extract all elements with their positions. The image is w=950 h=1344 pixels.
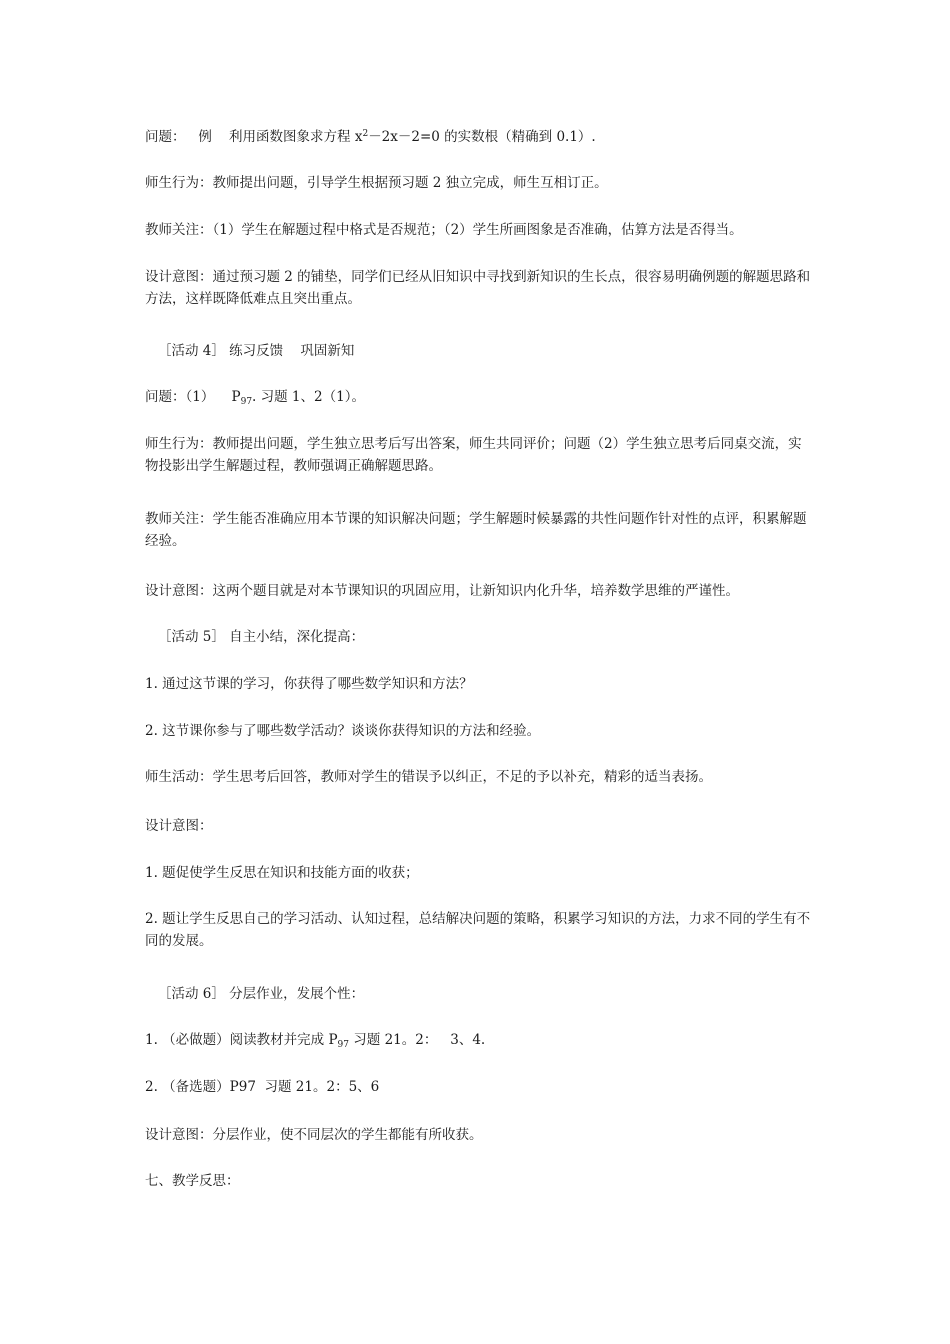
superscript-2: 2 — [362, 129, 369, 139]
teacher-student-activity: 师生活动：学生思考后回答，教师对学生的错误予以纠正，不足的予以补充，精彩的适当表扬。 — [145, 769, 712, 785]
subscript-97: 97 — [240, 397, 253, 407]
subscript-97: 97 — [337, 1040, 349, 1050]
problem-exercise-text: 问题：（1） P — [145, 389, 241, 405]
homework-required — [145, 1029, 813, 1051]
problem-example-text: 问题： 例 利用函数图象求方程 x — [145, 129, 363, 145]
teaching-reflection-heading: 七、教学反思： — [145, 1173, 240, 1189]
problem-exercise-text-end: . 习题 1、2（1）。 — [252, 389, 365, 405]
homework-required-text: 1. （必做题）阅读教材并完成 P — [145, 1032, 338, 1048]
summary-question-1: 1. 通过这节课的学习，你获得了哪些数学知识和方法？ — [145, 676, 473, 692]
homework-optional: 2. （备选题）P97 习题 21。2：5、6 — [145, 1079, 380, 1095]
activity-5-heading: ［活动 5］ 自主小结，深化提高： — [158, 629, 365, 645]
summary-question-2: 2. 这节课你参与了哪些数学活动？谈谈你获得知识的方法和经验。 — [145, 723, 541, 739]
design-intent-3: 设计意图：分层作业，使不同层次的学生都能有所收获。 — [145, 1127, 483, 1143]
activity-6-heading: ［活动 6］ 分层作业，发展个性： — [158, 986, 365, 1002]
teacher-focus-1: 教师关注：（1）学生在解题过程中格式是否规范；（2）学生所画图象是否准确，估算方法是否得当。 — [145, 222, 743, 238]
design-intent-item-2: 2. 题让学生反思自己的学习活动、认知过程，总结解决问题的策略，积累学习知识的方法，力求不同的学生有不同的发展。 — [145, 911, 811, 949]
homework-required-text-end: 习题 21。2： 3、4. — [349, 1032, 486, 1048]
design-intent-label: 设计意图： — [145, 818, 213, 834]
activity-4-heading: ［活动 4］ 练习反馈 巩固新知 — [158, 343, 355, 359]
teacher-student-action-2: 师生行为：教师提出问题，学生独立思考后写出答案，师生共同评价；问题（2）学生独立思考后同桌交流，实物投影出学生解题过程，教师强调正确解题思路。 — [145, 436, 802, 474]
problem-example-text-end: －2x－2=0 的实数根（精确到 0.1）. — [368, 129, 596, 145]
design-intent-item-1: 1. 题促使学生反思在知识和技能方面的收获； — [145, 865, 419, 881]
teacher-student-action-1: 师生行为：教师提出问题，引导学生根据预习题 2 独立完成，师生互相订正。 — [145, 175, 608, 191]
problem-example-line — [145, 126, 813, 148]
teacher-focus-2: 教师关注：学生能否准确应用本节课的知识解决问题；学生解题时候暴露的共性问题作针对性的点评，积累解题经验。 — [145, 511, 807, 549]
problem-exercise-line — [145, 386, 813, 408]
design-intent-2: 设计意图：这两个题目就是对本节课知识的巩固应用，让新知识内化升华，培养数学思维的严谨性。 — [145, 583, 739, 599]
design-intent-1: 设计意图：通过预习题 2 的铺垫，同学们已经从旧知识中寻找到新知识的生长点，很容易明确例题的解题思路和方法，这样既降低难点且突出重点。 — [145, 269, 811, 307]
